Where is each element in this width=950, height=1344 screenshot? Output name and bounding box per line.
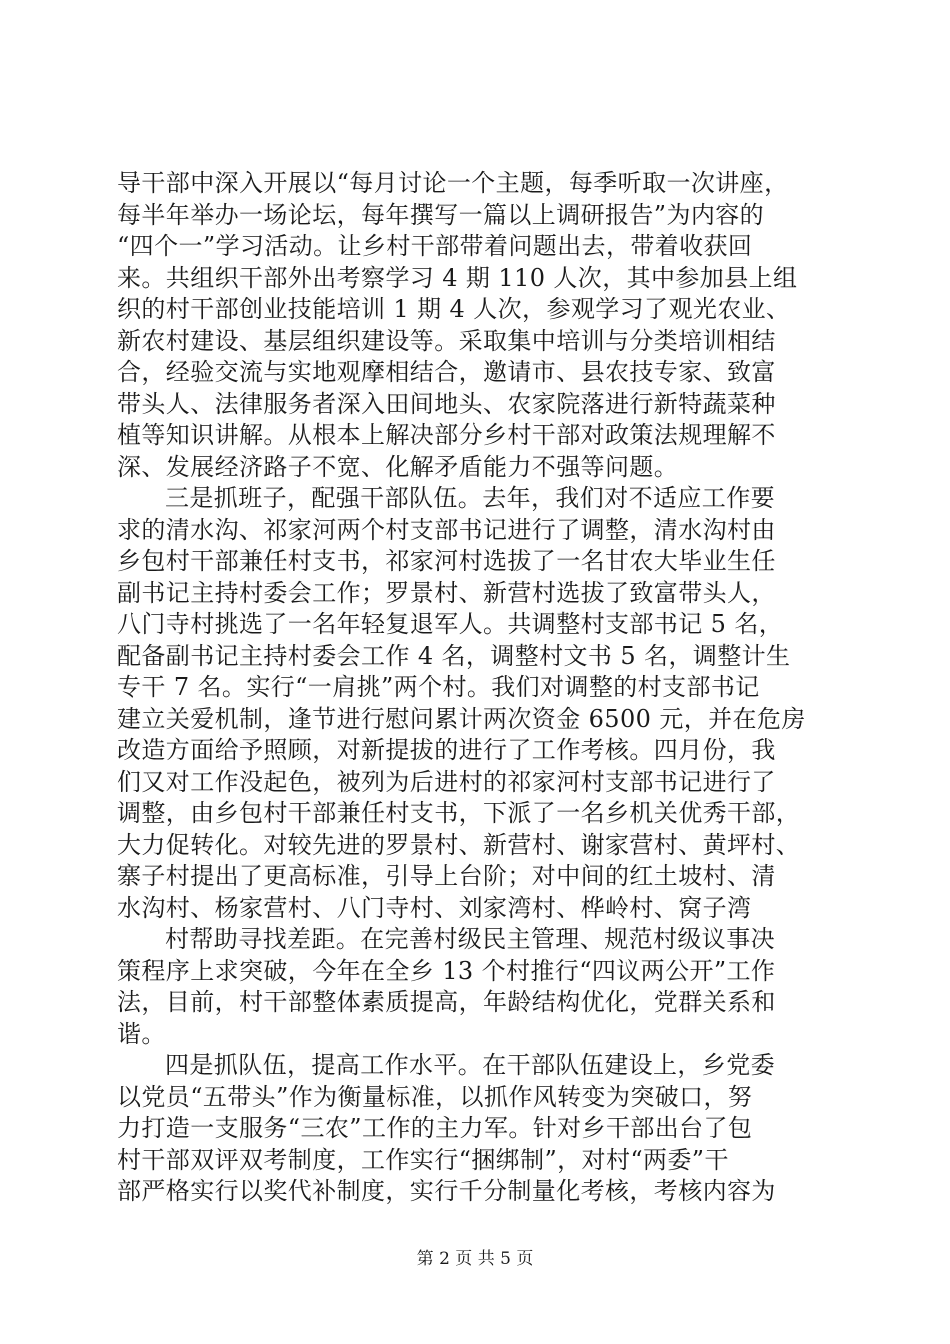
text-line: 水沟村、杨家营村、八门寺村、刘家湾村、桦岭村、窝子湾 bbox=[117, 893, 752, 922]
text-line: 合，经验交流与实地观摩相结合，邀请市、县农技专家、致富 bbox=[117, 358, 776, 386]
text-line: 改造方面给予照顾，对新提拔的进行了工作考核。四月份，我 bbox=[117, 736, 776, 764]
text-line: 力打造一支服务“三农”工作的主力军。针对乡干部出台了包 bbox=[117, 1114, 753, 1142]
text-line: 带头人、法律服务者深入田间地头、农家院落进行新特蔬菜种 bbox=[117, 389, 776, 418]
text-line: 谐。 bbox=[117, 1019, 166, 1048]
text-line: 专干 7 名。实行“一肩挑”两个村。我们对调整的村支部书记 bbox=[117, 673, 760, 701]
text-line: 织的村干部创业技能培训 1 期 4 人次，参观学习了观光农业、 bbox=[117, 295, 791, 323]
text-line: 乡包村干部兼任村支书，祁家河村选拔了一名甘农大毕业生任 bbox=[117, 547, 776, 575]
text-line: 们又对工作没起色，被列为后进村的祁家河村支部书记进行了 bbox=[117, 767, 776, 796]
document-body bbox=[117, 168, 833, 1208]
text-line: 策程序上求突破，今年在全乡 13 个村推行“四议两公开”工作 bbox=[117, 956, 776, 985]
text-line: 部严格实行以奖代补制度，实行千分制量化考核，考核内容为 bbox=[117, 1177, 776, 1205]
text-line: 建立关爱机制，逢节进行慰问累计两次资金 6500 元，并在危房 bbox=[117, 704, 806, 733]
text-line: 村干部双评双考制度，工作实行“捆绑制”，对村“两委”干 bbox=[117, 1145, 729, 1174]
text-line: 植等知识讲解。从根本上解决部分乡村干部对政策法规理解不 bbox=[117, 421, 776, 449]
text-line: 以党员“五带头”作为衡量标准，以抓作风转变为突破口，努 bbox=[117, 1082, 753, 1111]
text-line: 导干部中深入开展以“每月讨论一个主题，每季听取一次讲座， bbox=[117, 169, 789, 197]
text-line: 村帮助寻找差距。在完善村级民主管理、规范村级议事决 bbox=[165, 925, 775, 953]
text-line: 八门寺村挑选了一名年轻复退军人。共调整村支部书记 5 名， bbox=[117, 610, 784, 638]
text-line: 大力促转化。对较先进的罗景村、新营村、谢家营村、黄坪村、 bbox=[117, 830, 801, 859]
page-number-footer: 第 2 页 共 5 页 bbox=[416, 1249, 534, 1269]
text-line: 求的清水沟、祁家河两个村支部书记进行了调整，清水沟村由 bbox=[117, 515, 776, 544]
text-line: 法，目前，村干部整体素质提高，年龄结构优化，党群关系和 bbox=[117, 988, 776, 1016]
text-line: 来。共组织干部外出考察学习 4 期 110 人次，其中参加县上组 bbox=[117, 263, 798, 292]
text-line: 配备副书记主持村委会工作 4 名，调整村文书 5 名，调整计生 bbox=[117, 641, 791, 670]
text-line: 三是抓班子，配强干部队伍。去年，我们对不适应工作要 bbox=[165, 484, 775, 512]
text-line: 四是抓队伍，提高工作水平。在干部队伍建设上，乡党委 bbox=[165, 1051, 775, 1079]
text-line: “四个一”学习活动。让乡村干部带着问题出去，带着收获回 bbox=[117, 232, 753, 260]
text-line: 副书记主持村委会工作；罗景村、新营村选拔了致富带头人， bbox=[117, 578, 776, 607]
text-line: 寨子村提出了更高标准，引导上台阶；对中间的红土坡村、清 bbox=[117, 862, 776, 890]
text-line: 新农村建设、基层组织建设等。采取集中培训与分类培训相结 bbox=[117, 326, 776, 355]
text-line: 调整，由乡包村干部兼任村支书，下派了一名乡机关优秀干部， bbox=[117, 799, 801, 827]
text-line: 深、发展经济路子不宽、化解矛盾能力不强等问题。 bbox=[117, 452, 679, 481]
text-line: 每半年举办一场论坛，每年撰写一篇以上调研报告”为内容的 bbox=[117, 200, 765, 229]
